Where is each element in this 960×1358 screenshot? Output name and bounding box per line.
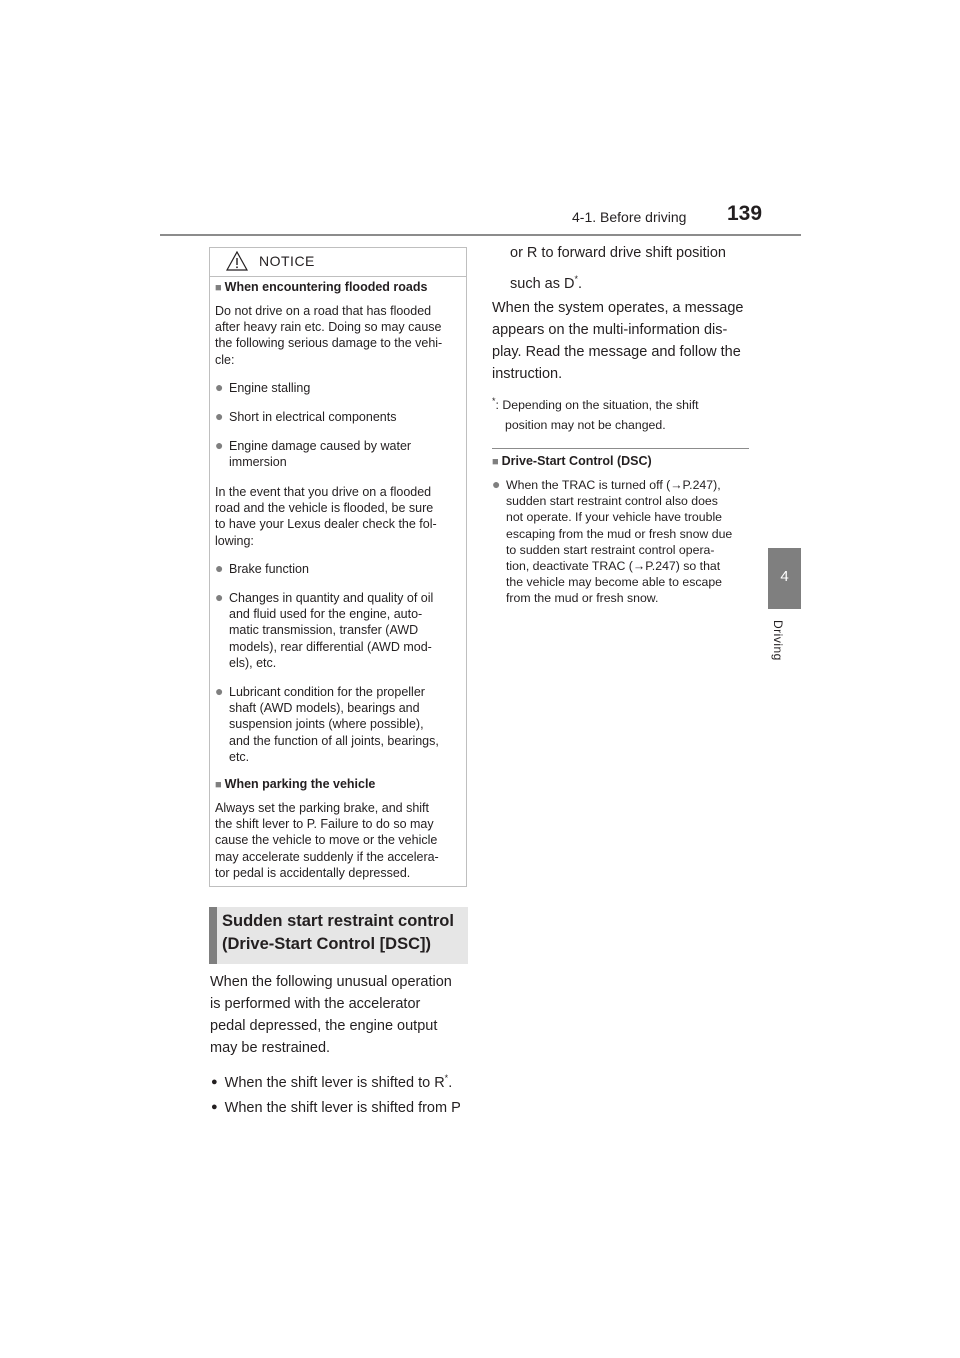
chapter-label: Driving (771, 620, 785, 661)
circle-bullet-icon: ● (492, 476, 501, 492)
dsc-bullet-continued: or R to forward drive shift position such as D*. (510, 245, 726, 292)
circle-bullet-icon: ● (215, 379, 224, 395)
square-bullet-icon: ■ (215, 282, 222, 294)
chapter-number: 4 (780, 568, 789, 585)
dsc-notes-heading: ■ Drive-Start Control (DSC) (492, 454, 652, 468)
list-item: ● Lubricant condition for the propeller shaft (AWD models), bearings and suspension joints (where possible), and the function of all joints, bearings, etc. (215, 683, 439, 764)
list-item: ● Engine stalling (215, 379, 311, 395)
circle-bullet-icon: ● (215, 683, 224, 699)
circle-bullet-icon: ● (215, 560, 224, 576)
flooded-heading: ■ When encountering flooded roads (215, 280, 428, 294)
circle-bullet-icon: ● (215, 589, 224, 605)
section-heading-bar (209, 907, 217, 964)
circle-bullet-icon: ● (211, 1101, 218, 1113)
list-item: ● Short in electrical components (215, 408, 397, 424)
section-title: 4-1. Before driving (572, 209, 687, 225)
list-item: ● When the shift lever is shifted from P (211, 1100, 461, 1116)
square-bullet-icon: ■ (492, 456, 499, 468)
circle-bullet-icon: ● (211, 1075, 218, 1088)
list-item: ● Brake function (215, 560, 309, 576)
warning-triangle-icon (226, 251, 248, 276)
list-item: ● Changes in quantity and quality of oil and fluid used for the engine, auto- matic transmission, transfer (AWD models), rear differential (AWD mod- els), etc. (215, 589, 434, 670)
flooded-intro: Do not drive on a road that has flooded after heavy rain etc. Doing so may cause the following serious damage to the vehi- cle: (215, 304, 443, 367)
dsc-notes-text: ● When the TRAC is turned off (→P.247), sudden start restraint control also does not operate. If your vehicle have trouble escaping from the mud or fresh snow due to sudden start restraint control opera- tion, deactivate TRAC (→P.247) so that the vehicle may become able to escape from the mud or fresh snow. (492, 476, 733, 606)
notes-divider (492, 448, 749, 449)
page-number: 139 (727, 202, 763, 225)
circle-bullet-icon: ● (215, 437, 224, 453)
section-heading: Sudden start restraint control (Drive-Start Control [DSC]) (222, 912, 454, 953)
header-divider (160, 234, 801, 236)
list-item: ● Engine damage caused by water immersion (215, 437, 412, 470)
square-bullet-icon: ■ (215, 779, 222, 791)
circle-bullet-icon: ● (215, 408, 224, 424)
notice-title: NOTICE (259, 253, 315, 269)
parking-text: Always set the parking brake, and shift the shift lever to P. Failure to do so may cause the vehicle to move or the vehicle may accelerate suddenly if the accelera- tor pedal is accidentally depressed. (215, 801, 439, 880)
dsc-after: When the system operates, a message appears on the multi-information dis- play. Read the message and follow the instruction. (492, 300, 744, 382)
dsc-body: When the following unusual operation is performed with the accelerator pedal depressed, the engine output may be restrained. (210, 974, 452, 1056)
flooded-mid: In the event that you drive on a flooded road and the vehicle is flooded, be sure to have your Lexus dealer check the fol- lowing: (215, 485, 437, 548)
footnote: *: Depending on the situation, the shift position may not be changed. (492, 396, 699, 433)
list-item: ● When the shift lever is shifted to R*. (211, 1073, 453, 1091)
parking-heading: ■ When parking the vehicle (215, 777, 376, 791)
